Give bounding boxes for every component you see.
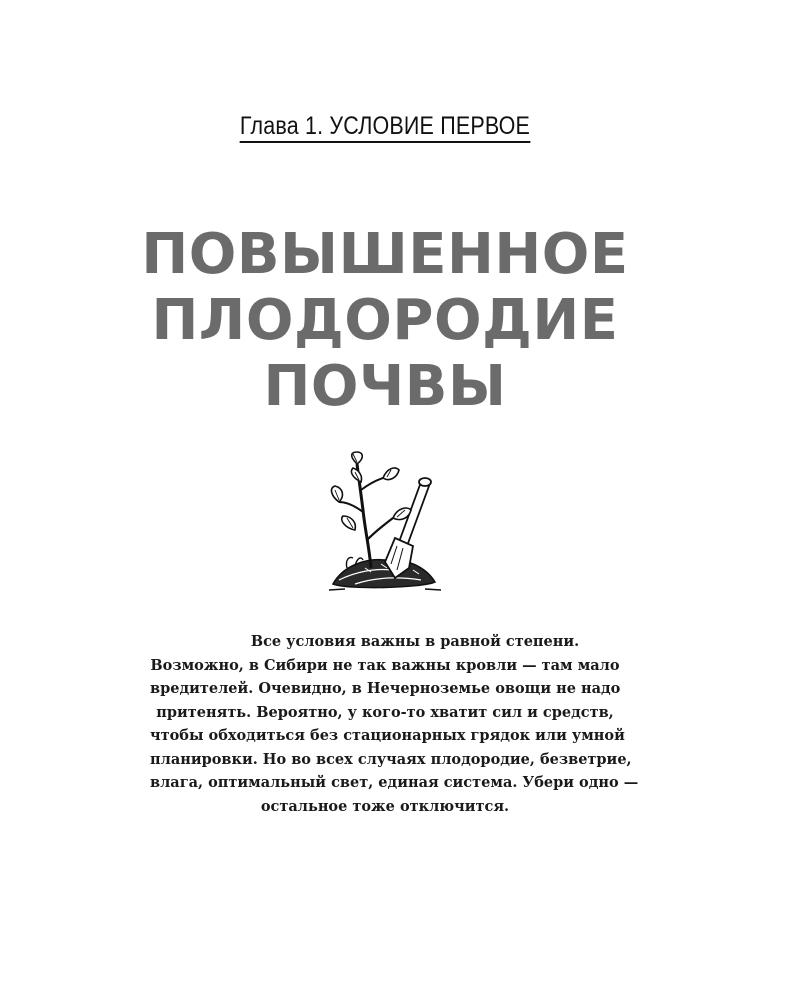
body-line-1: Все условия важны в равной степени. [250,633,580,650]
title-line-1: ПОВЫШЕННОЕ [141,222,629,287]
chapter-label [54,112,716,141]
body-line-7: влага, оптимальный свет, единая система. Убери одно — [150,774,639,791]
title-line-2: ПЛОДОРОДИЕ [151,288,619,353]
body-line-5: чтобы обходиться без стационарных грядок или умной [150,727,625,744]
page-title [0,222,770,420]
sapling-with-shovel-icon [325,450,445,600]
body-line-4: притенять. Вероятно, у кого-то хватит сил и средств, [156,703,614,721]
body-line-3: вредителей. Очевидно, в Нечерноземье овощи не надо [150,680,621,697]
body-line-6: планировки. Но во всех случаях плодородие, безветрие, [150,750,632,768]
chapter-label-text: Глава 1. УСЛОВИЕ ПЕРВОЕ [240,112,530,143]
body-paragraph [150,630,639,818]
body-line-2: Возможно, в Сибири не так важны кровли — там мало [150,656,620,674]
body-line-8: остальное тоже отключится. [260,797,510,815]
title-line-3: ПОЧВЫ [263,354,507,419]
